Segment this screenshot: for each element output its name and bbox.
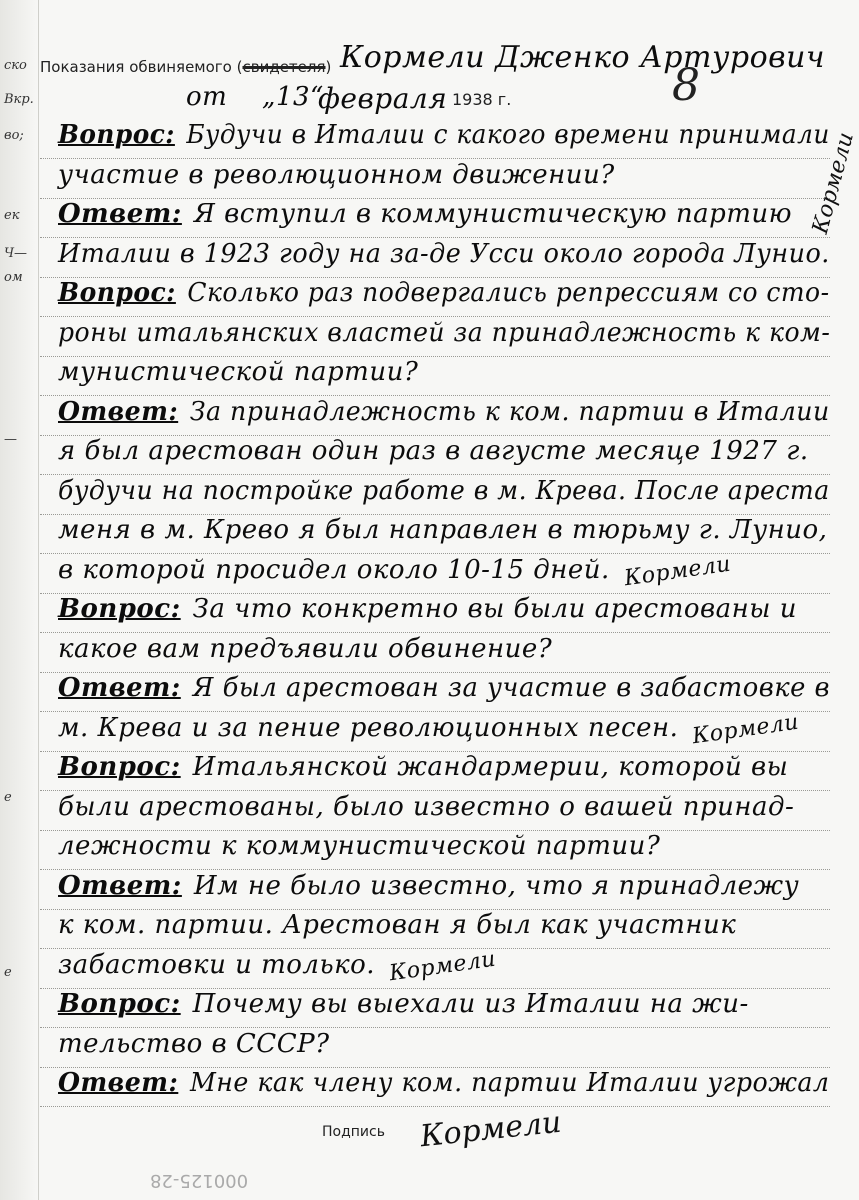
side-signature: Кормели bbox=[808, 129, 859, 237]
footer-signature: Кормели bbox=[418, 1104, 563, 1155]
handwritten-line bbox=[58, 239, 830, 269]
handwritten-line bbox=[58, 594, 797, 624]
answer-label: Ответ: bbox=[58, 199, 182, 229]
line-text: какое вам предъявили обвинение? bbox=[58, 633, 553, 664]
line-text: Я был арестован за участие в забастовке в bbox=[192, 673, 831, 703]
line-text: меня в м. Крево я был направлен в тюрьму г. Лунио, bbox=[58, 515, 828, 545]
line-text: Сколько раз подвергались репрессиям со сто- bbox=[187, 278, 830, 308]
answer-label: Ответ: bbox=[58, 1068, 179, 1098]
handwritten-line bbox=[58, 946, 498, 986]
line-text: были арестованы, было известно о вашей принад- bbox=[58, 791, 795, 822]
handwritten-line bbox=[58, 278, 829, 308]
handwritten-line bbox=[58, 1068, 829, 1098]
margin-note: — bbox=[4, 432, 17, 447]
line-text: будучи на постройке работе в м. Крева. После ареста bbox=[58, 475, 830, 506]
handwritten-line bbox=[58, 357, 418, 387]
answer-label: Ответ: bbox=[58, 673, 181, 703]
date-prefix: от bbox=[186, 82, 228, 112]
margin-note: е bbox=[4, 965, 12, 980]
line-text: забастовки и только. bbox=[58, 949, 376, 980]
header-label-text: Показания обвиняемого ( bbox=[40, 58, 243, 76]
inline-signature: Кормели bbox=[691, 709, 801, 749]
handwritten-line bbox=[58, 910, 736, 940]
handwritten-line bbox=[58, 436, 809, 466]
handwritten-line bbox=[58, 199, 792, 229]
inline-signature: Кормели bbox=[387, 946, 498, 986]
line-text: тельство в СССР? bbox=[58, 1028, 330, 1059]
margin-note: во; bbox=[4, 128, 24, 143]
date-day: „13“ bbox=[262, 82, 324, 112]
line-text: я был арестован один раз в августе месяце 1927 г. bbox=[58, 436, 809, 466]
line-text: м. Крева и за пение революционных песен. bbox=[58, 712, 679, 743]
line-text: лежности к коммунистической партии? bbox=[58, 831, 661, 861]
handwritten-line bbox=[58, 551, 733, 591]
binding-edge bbox=[0, 0, 39, 1200]
defendant-name: Кормели Дженко Артурович bbox=[340, 40, 826, 75]
question-label: Вопрос: bbox=[58, 989, 181, 1019]
line-text: роны итальянских властей за принадлежность к ком- bbox=[58, 317, 831, 348]
struck-word-witness: свидетеля bbox=[242, 58, 326, 76]
handwritten-line bbox=[58, 831, 660, 861]
line-text: участие в революционном движении? bbox=[58, 159, 615, 190]
handwritten-line bbox=[58, 752, 788, 782]
header-label-close: ) bbox=[325, 58, 332, 76]
answer-label: Ответ: bbox=[58, 870, 182, 901]
question-label: Вопрос: bbox=[58, 120, 175, 150]
document-header-label bbox=[40, 58, 331, 76]
handwritten-line bbox=[58, 989, 749, 1019]
line-text: Итальянской жандармерии, которой вы bbox=[192, 752, 789, 782]
line-text: в которой просидел около 10-15 дней. bbox=[58, 554, 610, 585]
handwritten-line bbox=[58, 515, 827, 545]
question-label: Вопрос: bbox=[58, 752, 181, 782]
line-text: За что конкретно вы были арестованы и bbox=[192, 594, 797, 624]
inline-signature: Кормели bbox=[622, 551, 733, 591]
handwritten-line bbox=[58, 709, 801, 749]
question-label: Вопрос: bbox=[58, 594, 181, 624]
handwritten-line bbox=[58, 673, 830, 703]
handwritten-line bbox=[58, 318, 830, 348]
date-year: 1938 г. bbox=[452, 90, 512, 109]
margin-note: ско bbox=[4, 58, 27, 73]
handwritten-line bbox=[58, 871, 799, 901]
handwritten-line bbox=[58, 634, 552, 664]
question-label: Вопрос: bbox=[58, 278, 176, 308]
handwritten-line bbox=[58, 120, 830, 150]
line-text: мунистической партии? bbox=[58, 357, 419, 387]
signature-label: Подпись bbox=[322, 1124, 385, 1140]
handwritten-line bbox=[58, 160, 615, 190]
handwritten-line bbox=[58, 1029, 330, 1059]
line-text: к ком. партии. Арестован я был как участник bbox=[58, 910, 737, 940]
handwritten-line bbox=[58, 476, 830, 506]
answer-label: Ответ: bbox=[58, 396, 179, 427]
line-text: Им не было известно, что я принадлежу bbox=[193, 870, 800, 901]
line-text: Будучи в Италии с какого времени принимали bbox=[186, 120, 830, 150]
line-text: Мне как члену ком. партии Италии угрожал bbox=[189, 1068, 830, 1098]
margin-note: е bbox=[4, 790, 12, 805]
line-text: За принадлежность к ком. партии в Италии bbox=[189, 396, 830, 427]
line-text: Я вступил в коммунистическую партию bbox=[193, 199, 793, 229]
date-month: февраля bbox=[318, 82, 448, 115]
archive-number: 000125-28 bbox=[150, 1170, 249, 1191]
handwritten-line bbox=[58, 792, 794, 822]
margin-note: Вкр. bbox=[4, 92, 34, 107]
page-number: 8 bbox=[672, 60, 700, 111]
line-text: Почему вы выехали из Италии на жи- bbox=[192, 989, 749, 1019]
handwritten-line bbox=[58, 397, 830, 427]
margin-note: ом bbox=[4, 270, 23, 285]
margin-note: ек bbox=[4, 208, 20, 223]
line-text: Италии в 1923 году на за-де Усси около города Лунио. bbox=[58, 238, 830, 269]
margin-note: Ч— bbox=[4, 246, 28, 261]
ruled-line bbox=[40, 1106, 830, 1107]
